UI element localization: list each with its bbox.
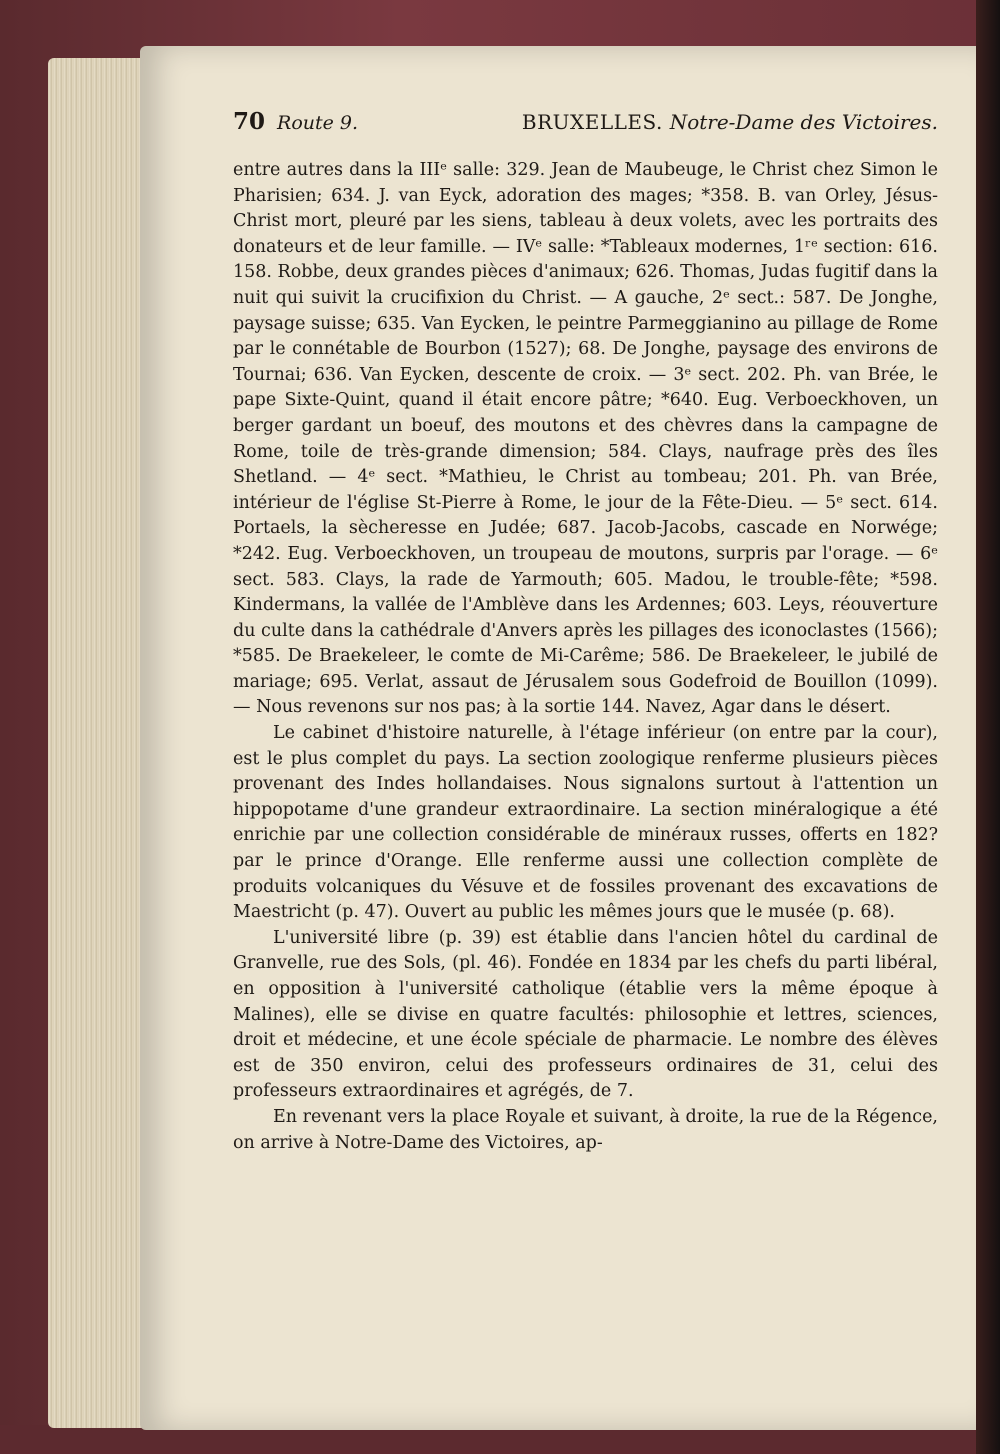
route-label: Route 9. (277, 112, 359, 134)
book-binding (976, 0, 1000, 1454)
paragraph-natural-history: Le cabinet d'histoire naturelle, à l'étage inférieur (on entre par la cour), est le plus complet du pays. La section zoologique renferme plusieurs pièces provenant des Indes hollandaises. Nous signalons surtout à l'attention un hippopotame d'une grandeur extraordinaire. La section minéralogique a été enrichie par une collection considérable de minéraux russes, offerts en 182? par le prince d'Orange. Elle renferme aussi une collection complète de produits volcaniques du Vésuve et de fossiles provenant des excavations de Maestricht (p. 47). Ouvert au public les mêmes jours que le musée (p. 68). (233, 723, 938, 923)
paragraph-university: L'université libre (p. 39) est établie dans l'ancien hôtel du cardinal de Granvelle, rue des Sols, (pl. 46). Fondée en 1834 par les chefs du parti libéral, en opposition à l'université catholique (établie vers la même époque à Malines), elle se divise en quatre facultés: philosophie et lettres, sciences, droit et médecine, et une école spéciale de pharmacie. Le nombre des élèves est de 350 environ, celui des professeurs ordinaires de 31, celui des professeurs extraordinaires et agrégés, de 7. (233, 927, 938, 1102)
header-right (522, 110, 938, 134)
place-label: Notre-Dame des Victoires. (669, 110, 938, 134)
paragraph-museum-list: entre autres dans la IIIᵉ salle: 329. Jean de Maubeuge, le Christ chez Simon le Pharisien; 634. J. van Eyck, adoration des mages; *358. B. van Orley, Jésus-Christ mort, pleuré par les siens, tableau à deux volets, avec les portraits des donateurs et de leur famille. — IVᵉ salle: *Tableaux modernes, 1ʳᵉ section: 616. 158. Robbe, deux grandes pièces d'animaux; 626. Thomas, Judas fugitif dans la nuit qui suivit la crucifixion du Christ. — A gauche, 2ᵉ sect.: 587. De Jonghe, paysage suisse; 635. Van Eycken, le peintre Parmeggianino au pillage de Rome par le connétable de Bourbon (1527); 68. De Jonghe, paysage des environs de Tournai; 636. Van Eycken, descente de croix. — 3ᵉ sect. 202. Ph. van Brée, le pape Sixte-Quint, quand il était encore pâtre; *640. Eug. Verboeckhoven, un berger gardant un boeuf, des moutons et des chèvres dans la campagne de Rome, toile de très-grande dimension; 584. Clays, naufrage près des îles Shetland. — 4ᵉ sect. *Mathieu, le Christ au tombeau; 201. Ph. van Brée, intérieur de l'église St-Pierre à Rome, le jour de la Fête-Dieu. — 5ᵉ sect. 614. Portaels, la sècheresse en Judée; 687. Jacob-Jacobs, cascade en Norwége; *242. Eug. Verboeckhoven, un troupeau de moutons, surpris par l'orage. — 6ᵉ sect. 583. Clays, la rade de Yarmouth; 605. Madou, le trouble-fête; *598. Kindermans, la vallée de l'Amblève dans les Ardennes; 603. Leys, réouverture du culte dans la cathédrale d'Anvers après les pillages des iconoclastes (1566); *585. De Braekeleer, le comte de Mi-Carême; 586. De Braekeleer, le jubilé de mariage; 695. Verlat, assaut de Jérusalem sous Godefroid de Bouillon (1099). — Nous revenons sur nos pas; à la sortie 144. Navez, Agar dans le désert. (233, 160, 938, 718)
body-text (233, 158, 938, 1156)
city-label: BRUXELLES. (521, 110, 663, 134)
page-number: 70 (233, 108, 266, 135)
page-content (233, 108, 938, 1156)
paragraph-notre-dame: En revenant vers la place Royale et suivant, à droite, la rue de la Régence, on arrive à Notre-Dame des Victoires, ap- (233, 1106, 938, 1153)
running-header (233, 108, 938, 150)
header-left (233, 108, 358, 135)
